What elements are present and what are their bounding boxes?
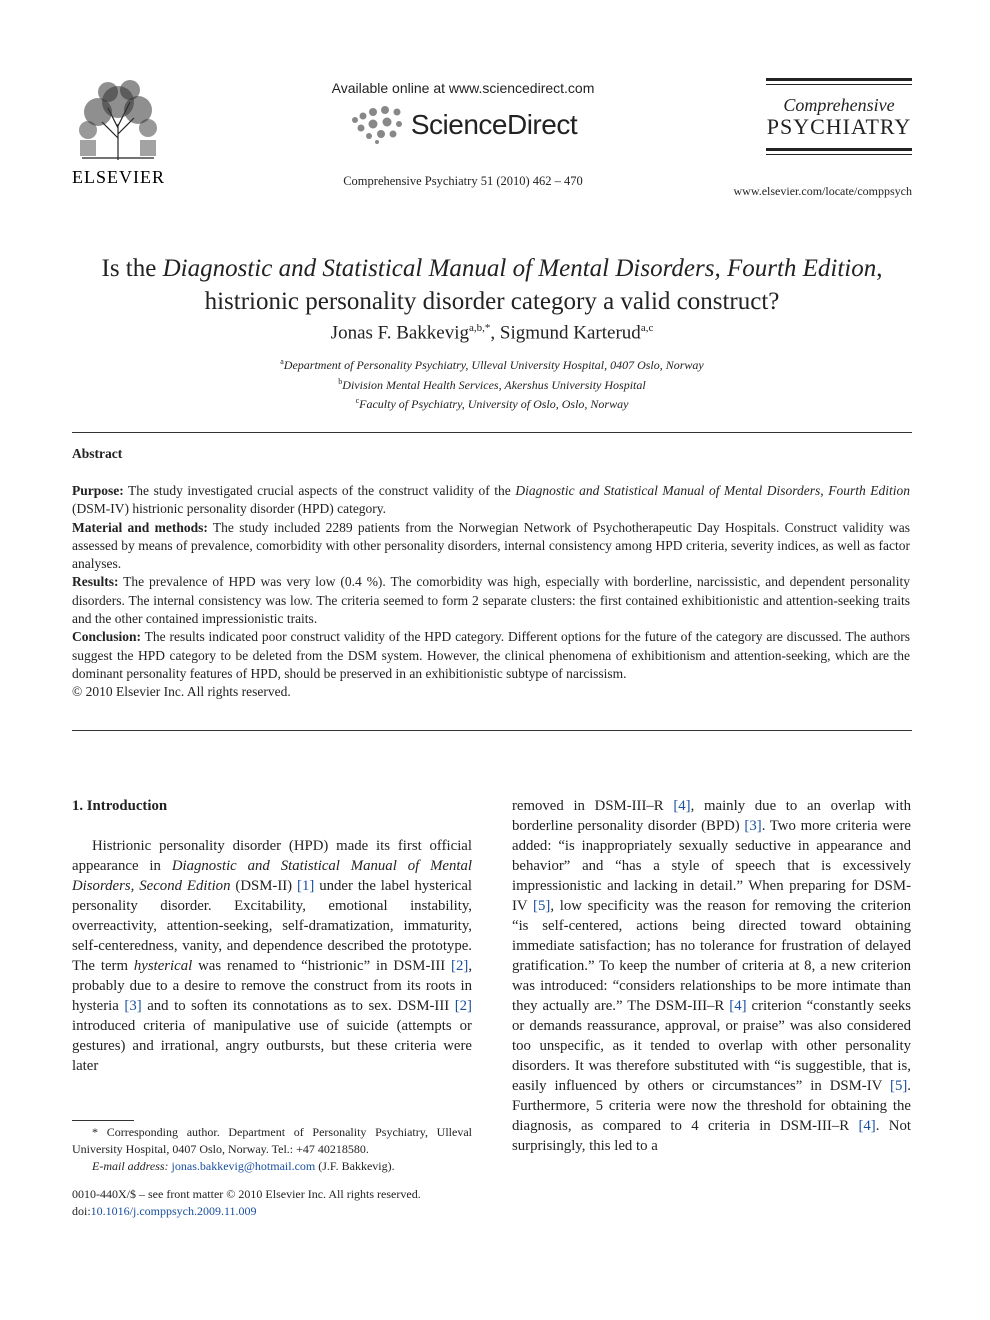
text: , mainly due to an overlap with borderline personality disorder (BPD) [512, 798, 911, 834]
front-matter-info [72, 1186, 492, 1220]
abstract-text: The study investigated crucial aspects of the construct validity of the [123, 483, 516, 498]
reference-link[interactable]: [4] [673, 798, 691, 814]
text: . Two more criteria were added: “is inappropriately sexually seductive in appearance and behavior” and “has a style of speech that is excessively impressionistic and lacking in detail.” When preparing for DSM-IV [512, 818, 911, 914]
title-text: Is the [101, 255, 163, 282]
affiliation-text: Faculty of Psychiatry, University of Oslo, Oslo, Norway [359, 397, 629, 411]
affiliation-item [72, 393, 912, 413]
text: Histrionic personality disorder (HPD) made its first official appearance in [72, 838, 472, 874]
abstract-label: Conclusion: [72, 629, 142, 645]
title-italic: Diagnostic and Statistical Manual of Mental Disorders, Fourth Edition [162, 255, 877, 282]
text: under the label hysterical personality disorder. Excitability, emotional instability, overreactivity, attention-seeking, self-dramatization, immaturity, self-centeredness, vanity, and dependence described the prototype. The term [72, 878, 473, 974]
footnote [72, 1124, 472, 1175]
publisher-name: ELSEVIER [72, 167, 165, 187]
text: and to soften its connotations as to sex. DSM-III [141, 998, 455, 1014]
issn-line: 0010-440X/$ – see front matter © 2010 Elsevier Inc. All rights reserved. [72, 1187, 421, 1201]
body-column-left [72, 836, 472, 1076]
divider [72, 432, 912, 433]
text: removed in DSM-III–R [512, 798, 674, 814]
available-online-text: Available online at www.sciencedirect.com [331, 80, 595, 96]
reference-link[interactable]: [3] [124, 998, 142, 1014]
footnote-rule [72, 1120, 134, 1121]
author-list [72, 322, 912, 344]
paragraph [72, 836, 472, 1076]
sciencedirect-wordmark: ScienceDirect [410, 109, 578, 140]
affiliation-mark: c [355, 396, 360, 405]
corresponding-author-note: * Corresponding author. Department of Personality Psychiatry, Ulleval University Hospital, 0407 Oslo, Norway. Tel.: +47 40218580. [72, 1125, 472, 1156]
abstract-label: Results: [72, 574, 119, 590]
email-line [72, 1158, 472, 1175]
abstract-text: The study included 2289 patients from the Norwegian Network of Psychotherapeutic Day Hospitals. Construct validity was assessed by means of prevalence, comorbidity with other personality disorders, internal consistency among HPD criteria, severity indices, as well as factor analyses. [72, 519, 910, 572]
text: introduced criteria of manipulative use of suicide (attempts or gestures) and irrational, angry outbursts, but these criteria were later [72, 1018, 472, 1074]
abstract-results [72, 573, 910, 628]
affiliation-mark: b [338, 376, 343, 386]
article-title [72, 252, 912, 318]
elsevier-tree-icon [72, 78, 164, 162]
journal-url-link[interactable]: www.elsevier.com/locate/comppsych [733, 184, 912, 198]
text: , probably due to a desire to remove the construct from its roots in hysteria [72, 958, 473, 1014]
body-column-right [512, 796, 911, 1156]
author-affiliation-marks[interactable]: a,b,* [469, 322, 491, 334]
text: was renamed to “histrionic” in DSM-III [192, 958, 452, 974]
doi-link[interactable]: 10.1016/j.comppsych.2009.11.009 [90, 1204, 257, 1218]
sciencedirect-dots-icon [349, 106, 403, 144]
affiliation-item [72, 374, 912, 394]
title-text-end: , histrionic personality disorder category a valid construct? [204, 255, 883, 315]
doi-label: doi: [72, 1204, 91, 1218]
text: criterion “constantly seeks or demands reassurance, approval, or praise” was also considered too unspecific, as it tended to overlap with other personality disorders. It was therefore substituted with “is suggestible, that is, easily influenced by others or circumstances” in DSM-IV [512, 998, 912, 1094]
reference-link[interactable]: [2] [451, 958, 469, 974]
email-label: E-mail address: [92, 1159, 169, 1173]
author-name[interactable]: Jonas F. Bakkevig [330, 322, 470, 344]
email-suffix: (J.F. Bakkevig). [315, 1159, 395, 1173]
abstract-text: The prevalence of HPD was very low (0.4 %). The comorbidity was high, especially with borderline, narcissistic, and dependent personality disorders. The internal consistency was low. The criteria seemed to form 2 separate clusters: the first contained exhibitionistic and attention-seeking traits and the other contained impressionistic traits. [72, 574, 910, 627]
copyright: © 2010 Elsevier Inc. All rights reserved. [72, 684, 291, 700]
abstract-text: The results indicated poor construct validity of the HPD category. Different options for the future of the category are discussed. The authors suggest the HPD category to be deleted from the DSM system. However, the clinical phenomena of exhibitionism and attention-seeking, which are the dominant personality features of HPD, should be preserved in an exhibitionistic subtype of narcissism. [72, 629, 910, 681]
sciencedirect-logo[interactable] [300, 106, 626, 144]
reference-link[interactable]: [4] [858, 1118, 876, 1134]
sciencedirect-header [300, 80, 626, 189]
abstract-body [72, 482, 910, 702]
abstract-conclusion [72, 628, 910, 683]
text: . Furthermore, 5 criteria were now the threshold for obtaining the diagnosis, as compared to 4 criteria in DSM-III–R [512, 1078, 911, 1134]
abstract-text: (DSM-IV) histrionic personality disorder (HPD) category. [72, 501, 387, 517]
affiliation-text: Division Mental Health Services, Akershus University Hospital [342, 377, 646, 392]
reference-link[interactable]: [4] [729, 998, 747, 1014]
author-affiliation-marks[interactable]: a,c [640, 322, 654, 334]
logo-rule-bottom [766, 148, 912, 151]
journal-logo [766, 78, 912, 155]
journal-name-line2: PSYCHIATRY [766, 114, 912, 139]
italic-text: Diagnostic and Statistical Manual of Mental Disorders, Second Edition [72, 858, 472, 894]
abstract-label: Purpose: [72, 483, 124, 498]
divider [72, 730, 912, 731]
reference-link[interactable]: [5] [890, 1078, 908, 1094]
text: (DSM-II) [230, 878, 298, 894]
author-name[interactable]: Sigmund Karterud [499, 322, 641, 344]
affiliation-mark: a [280, 357, 284, 366]
logo-rule-top [766, 78, 912, 81]
email-link[interactable]: jonas.bakkevig@hotmail.com [171, 1159, 316, 1173]
section-heading: 1. Introduction [72, 798, 168, 814]
journal-name-line1: Comprehensive [783, 95, 895, 115]
reference-link[interactable]: [1] [297, 878, 315, 894]
abstract-italic: Diagnostic and Statistical Manual of Mental Disorders, Fourth Edition [515, 483, 910, 498]
affiliations [72, 354, 912, 413]
doi-line [72, 1203, 492, 1220]
elsevier-logo [72, 78, 164, 188]
logo-rule-bottom-thin [766, 154, 912, 155]
reference-link[interactable]: [2] [454, 998, 472, 1014]
affiliation-item [72, 354, 912, 374]
abstract-purpose [72, 482, 910, 519]
logo-rule-top-thin [766, 84, 912, 85]
reference-link[interactable]: [5] [533, 898, 551, 914]
text: . Not surprisingly, this led to a [512, 1118, 911, 1154]
reference-link[interactable]: [3] [744, 818, 762, 834]
abstract-methods [72, 519, 910, 574]
journal-citation: Comprehensive Psychiatry 51 (2010) 462 – 470 [343, 174, 583, 188]
paragraph [512, 796, 911, 1156]
affiliation-text: Department of Personality Psychiatry, Ulleval University Hospital, 0407 Oslo, Norway [283, 358, 704, 372]
italic-text: hysterical [133, 958, 193, 974]
author-separator: , [490, 322, 500, 344]
abstract-heading: Abstract [72, 446, 123, 461]
abstract-label: Material and methods: [72, 519, 208, 535]
text: , low specificity was the reason for removing the criterion “is self-centered, actions being directed toward obtaining immediate satisfaction; has no tolerance for frustration of delayed gratification.” To keep the number of criteria at 8, a new criterion was introduced: “considers relationships to be more intimate than they actually are.” The DSM-III–R [512, 898, 911, 1014]
